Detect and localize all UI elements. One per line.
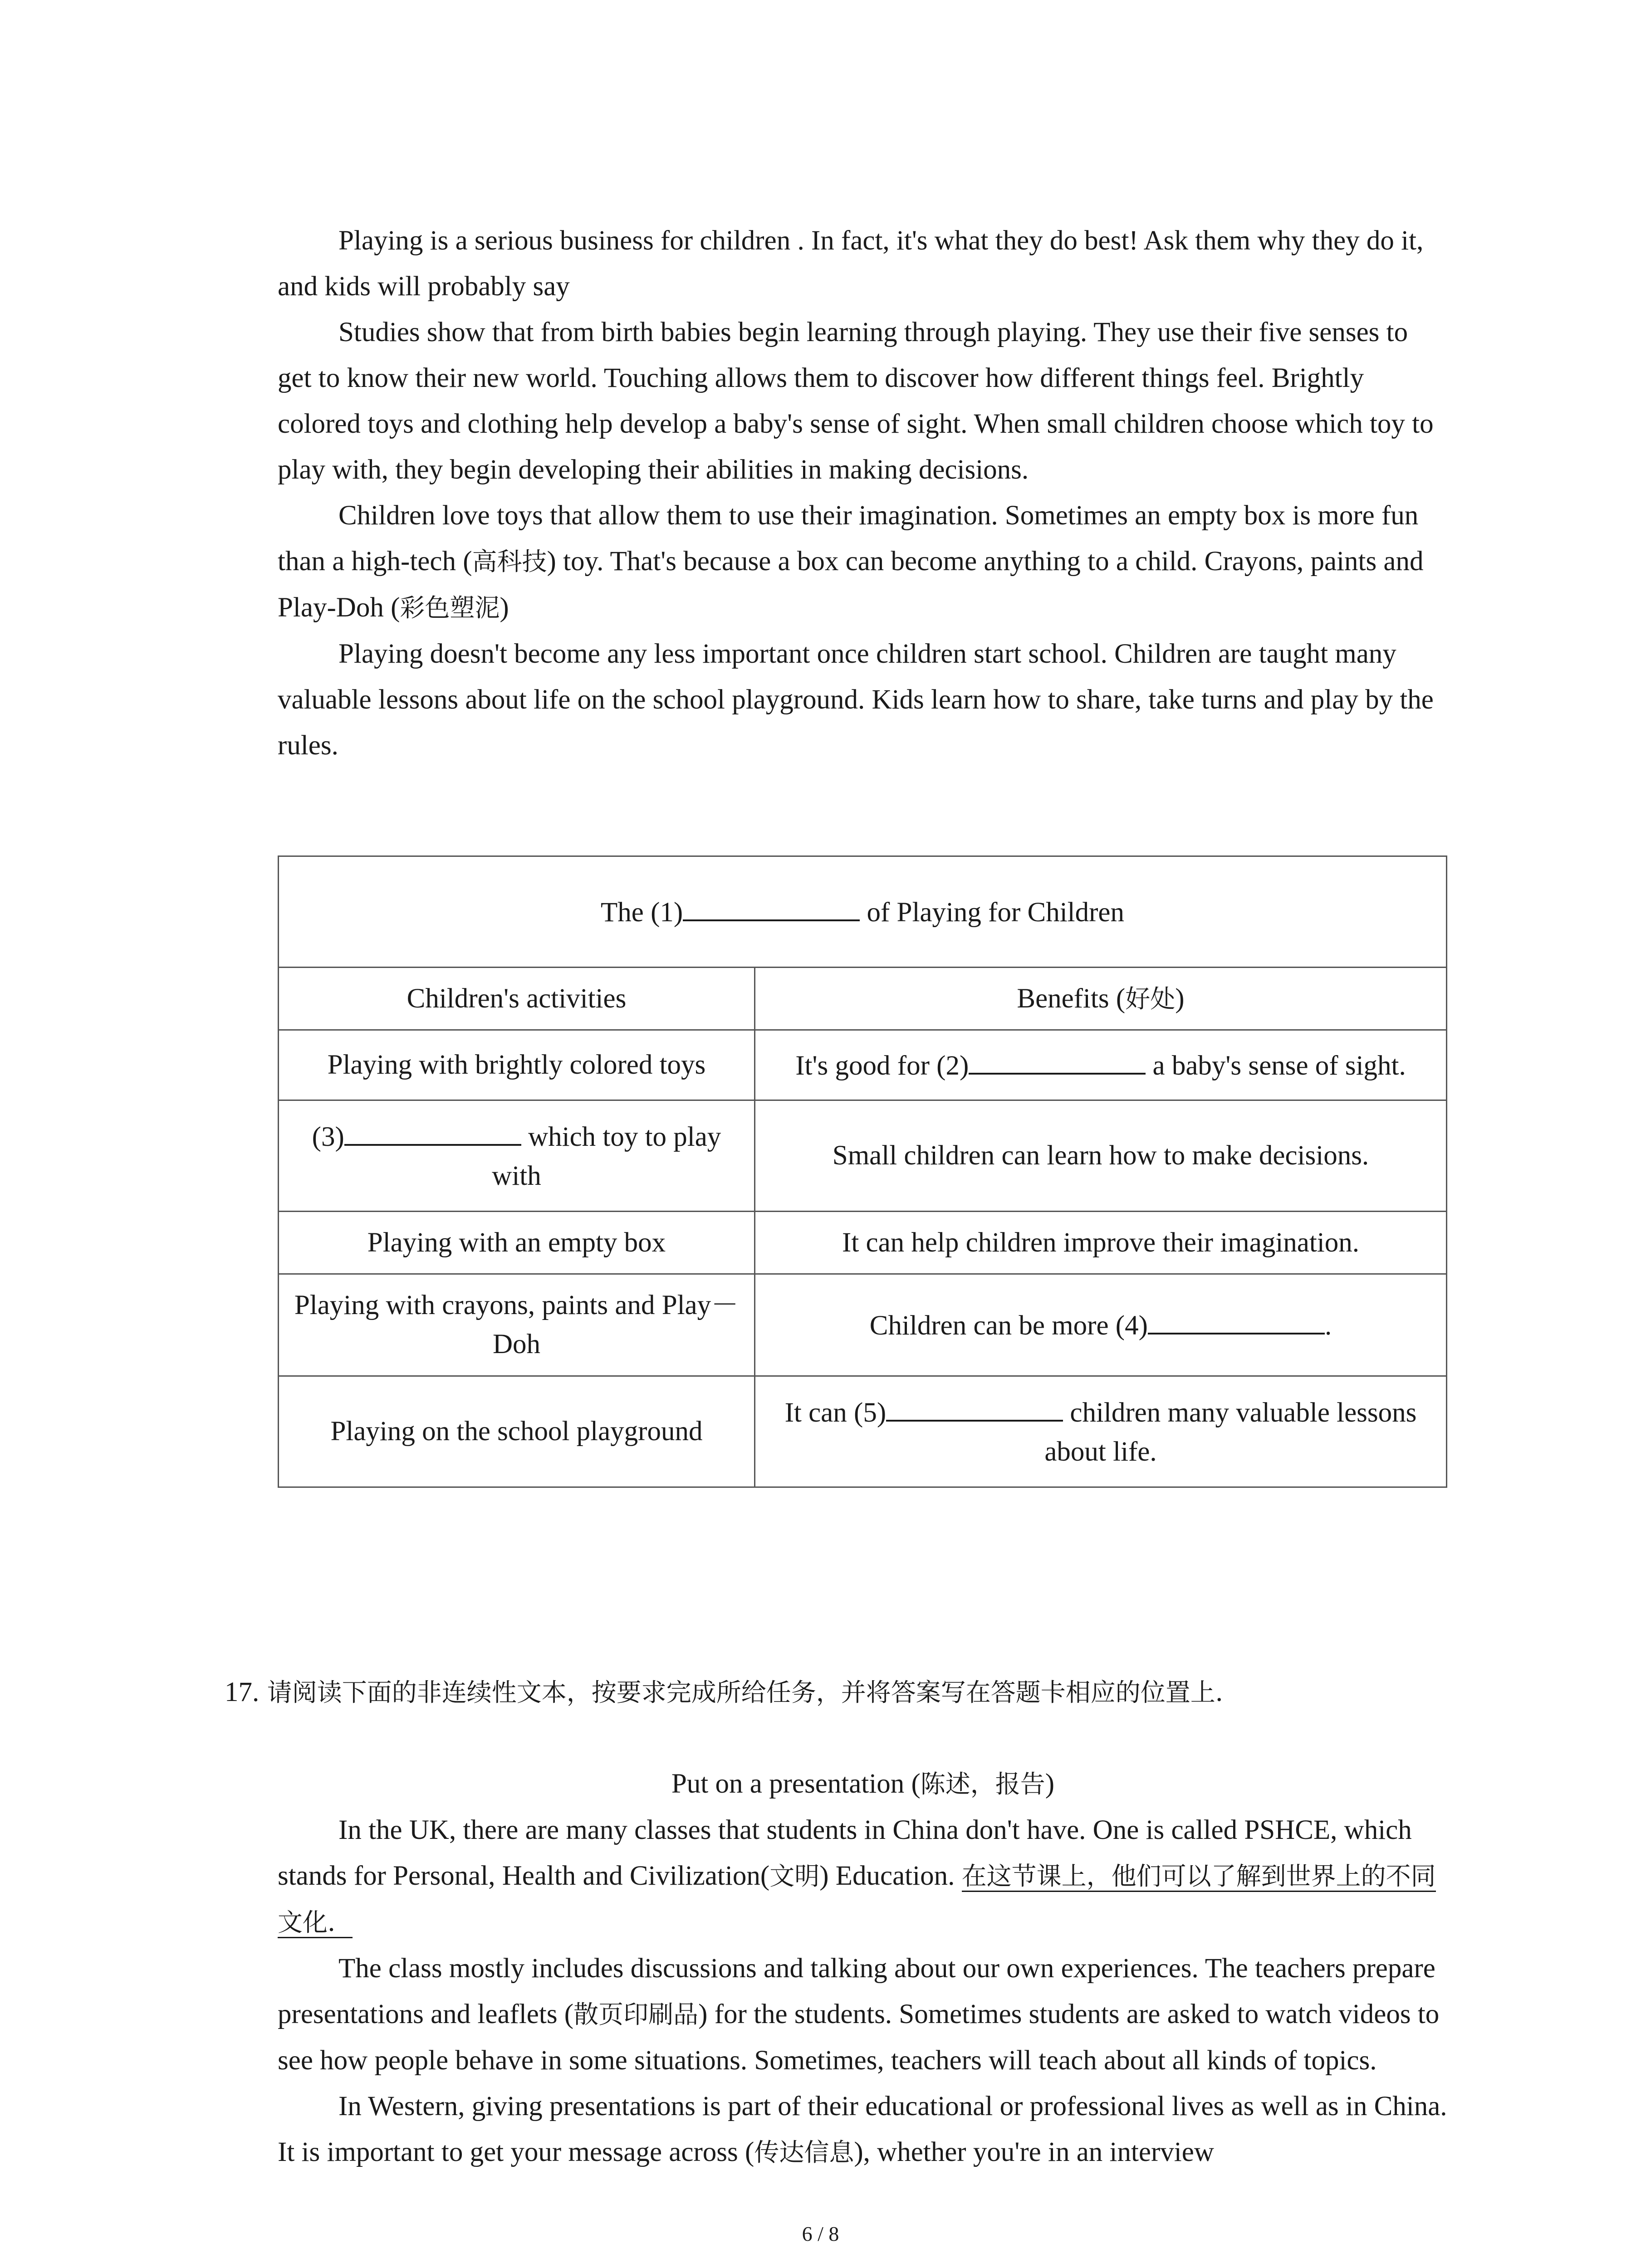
text-run: Children can be more (4): [869, 1310, 1148, 1341]
blank-4[interactable]: [1148, 1305, 1325, 1334]
chinese-gloss: 高科技: [472, 547, 547, 576]
text-run: ): [500, 592, 509, 623]
text-run: ) toy. That's because a box can become anything to a child. Crayons, paints and Play-Doh (: [278, 546, 1424, 623]
activity-cell: [279, 1100, 755, 1212]
text-run: The class mostly includes discussions and talking about our own experiences. The teachers prepare presentations and leaflets (: [278, 1953, 1435, 2029]
passage-paragraph-3: [278, 493, 1448, 631]
column-header-benefits: [755, 968, 1447, 1030]
q17-paragraph-1: [278, 1807, 1448, 1945]
text-run: Children love toys that allow them to use their imagination. Sometimes an empty box is more fun than a high-tech (: [278, 500, 1419, 577]
chinese-gloss: 陈述，报告: [920, 1769, 1045, 1799]
passage-paragraph-4: Playing doesn't become any less important once children start school. Children are taught many valuable lessons about life on the school playground. Kids learn how to share, take turns and play by the rules.: [278, 639, 1434, 761]
text-run: Put on a presentation (: [671, 1769, 921, 1799]
table-row: [279, 1030, 1447, 1100]
text-run: ), whether you're in an interview: [854, 2137, 1214, 2167]
table-row: [279, 1274, 1447, 1376]
question-17-passage: [278, 1761, 1448, 2175]
benefit-cell: [755, 1274, 1447, 1376]
text-run: ) for the students. Sometimes students are asked to watch videos to see how people behave in some situations. Sometimes, teachers will teach about all kinds of topics.: [278, 1999, 1440, 2076]
text-run: children many valuable lessons about life.: [1044, 1398, 1417, 1467]
column-header-activities: Children's activities: [279, 968, 755, 1030]
text-run: ): [1045, 1769, 1055, 1799]
text-run: a baby's sense of sight.: [1146, 1051, 1406, 1081]
activity-cell: Playing on the school playground: [279, 1376, 755, 1487]
table-row: [279, 1212, 1447, 1274]
activity-cell: Playing with crayons, paints and Play－Doh: [279, 1274, 755, 1376]
q17-paragraph-2: [278, 1945, 1448, 2083]
text-run: ) Education.: [819, 1861, 962, 1891]
text-run: which toy to play with: [492, 1122, 721, 1191]
blank-3[interactable]: [344, 1116, 521, 1146]
benefit-cell: [755, 1030, 1447, 1100]
chinese-gloss: 传达信息: [754, 2138, 854, 2167]
text-run: .: [1324, 1310, 1332, 1341]
text-run: It's good for (2): [795, 1051, 969, 1081]
table-header-row: [279, 968, 1447, 1030]
blank-2[interactable]: [969, 1045, 1146, 1075]
page-number: 6 / 8: [802, 2222, 839, 2245]
text-run: ): [1175, 983, 1185, 1014]
question-number: 17.: [225, 1677, 260, 1707]
text-run: of Playing for Children: [860, 897, 1125, 928]
benefit-cell: Small children can learn how to make decisions.: [755, 1100, 1447, 1212]
text-run: In Western, giving presentations is part of their educational or professional lives as well as in China. It is important to get your message across (: [278, 2091, 1447, 2167]
reading-passage: [278, 218, 1448, 768]
text-run: It can (5): [784, 1398, 887, 1428]
underlined-translation-sentence: 在这节课上，他们可以了解到世界上的不同文化．: [278, 1862, 1436, 1938]
q17-paragraph-3: [278, 2083, 1448, 2175]
blank-1[interactable]: [683, 891, 860, 921]
chinese-gloss: 好处: [1125, 984, 1176, 1013]
chinese-gloss: 文明: [769, 1862, 820, 1891]
activity-cell: Playing with brightly colored toys: [279, 1030, 755, 1100]
activity-cell: Playing with an empty box: [279, 1212, 755, 1274]
question-instruction: [225, 1669, 1450, 1716]
text-run: (3): [312, 1122, 344, 1152]
summary-table: [278, 855, 1447, 1488]
chinese-gloss: 彩色塑泥: [400, 593, 500, 622]
question-17-heading: [225, 1669, 1450, 1716]
text-run: Benefits (: [1017, 983, 1126, 1014]
table-title-row: [279, 856, 1447, 968]
table-row: [279, 1376, 1447, 1487]
text-run: The (1): [600, 897, 683, 928]
passage-title: [278, 1761, 1448, 1807]
passage-paragraph-1: Playing is a serious business for children . In fact, it's what they do best! Ask them why they do it, and kids will probably say: [278, 225, 1424, 302]
benefit-cell: It can help children improve their imagination.: [755, 1212, 1447, 1274]
chinese-gloss: 散页印刷品: [573, 2000, 699, 2029]
blank-5[interactable]: [886, 1392, 1063, 1422]
instruction-text: 请阅读下面的非连续性文本，按要求完成所给任务，并将答案写在答题卡相应的位置上．: [267, 1678, 1240, 1707]
passage-paragraph-2: Studies show that from birth babies begin learning through playing. They use their five senses to get to know their new world. Touching allows them to discover how different things feel. Brightly colored toys and clothing help develop a baby's sense of sight. When small children choose which toy to play with, they begin developing their abilities in making decisions.: [278, 317, 1434, 485]
table-row: [279, 1100, 1447, 1212]
text-run: In the UK, there are many classes that students in China don't have. One is called PSHCE, which stands for Personal, Health and Civilization(: [278, 1815, 1412, 1891]
table-title: [279, 856, 1447, 968]
benefit-cell: [755, 1376, 1447, 1487]
